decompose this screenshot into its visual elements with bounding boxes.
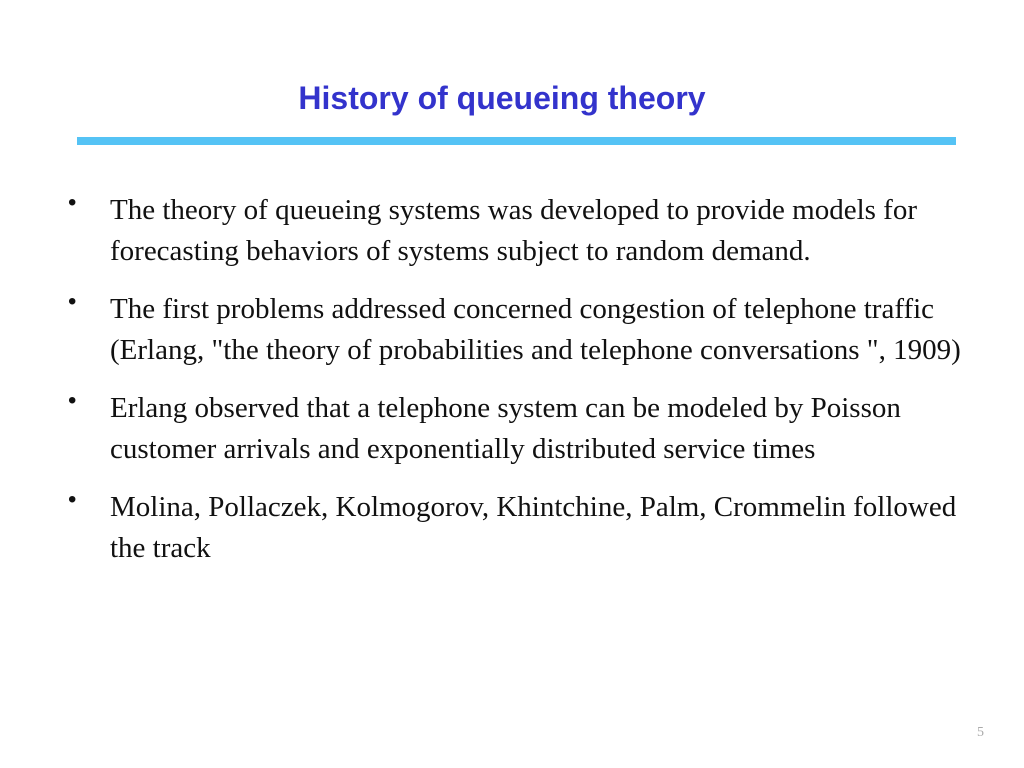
page-number: 5 [977, 725, 984, 740]
bullet-dot-icon: • [68, 387, 77, 414]
bullet-item [66, 190, 986, 271]
bullet-text: Molina, Pollaczek, Kolmogorov, Khintchine, Palm, Crommelin followed the track [110, 491, 957, 564]
bullet-item [66, 388, 986, 469]
bullet-item [66, 289, 986, 370]
bullet-text: Erlang observed that a telephone system can be modeled by Poisson customer arrivals and exponentially distributed service times [110, 392, 901, 465]
title-underline-rule [77, 137, 956, 145]
bullet-text: The theory of queueing systems was developed to provide models for forecasting behaviors of systems subject to random demand. [110, 194, 917, 267]
bullet-dot-icon: • [68, 189, 77, 216]
slide-title: History of queueing theory [298, 80, 706, 116]
bullet-list [66, 190, 986, 586]
bullet-dot-icon: • [68, 288, 77, 315]
bullet-text: The first problems addressed concerned congestion of telephone traffic (Erlang, "the theory of probabilities and telephone conversations ", 1909) [110, 293, 961, 366]
bullet-dot-icon: • [68, 486, 77, 513]
bullet-item [66, 487, 986, 568]
